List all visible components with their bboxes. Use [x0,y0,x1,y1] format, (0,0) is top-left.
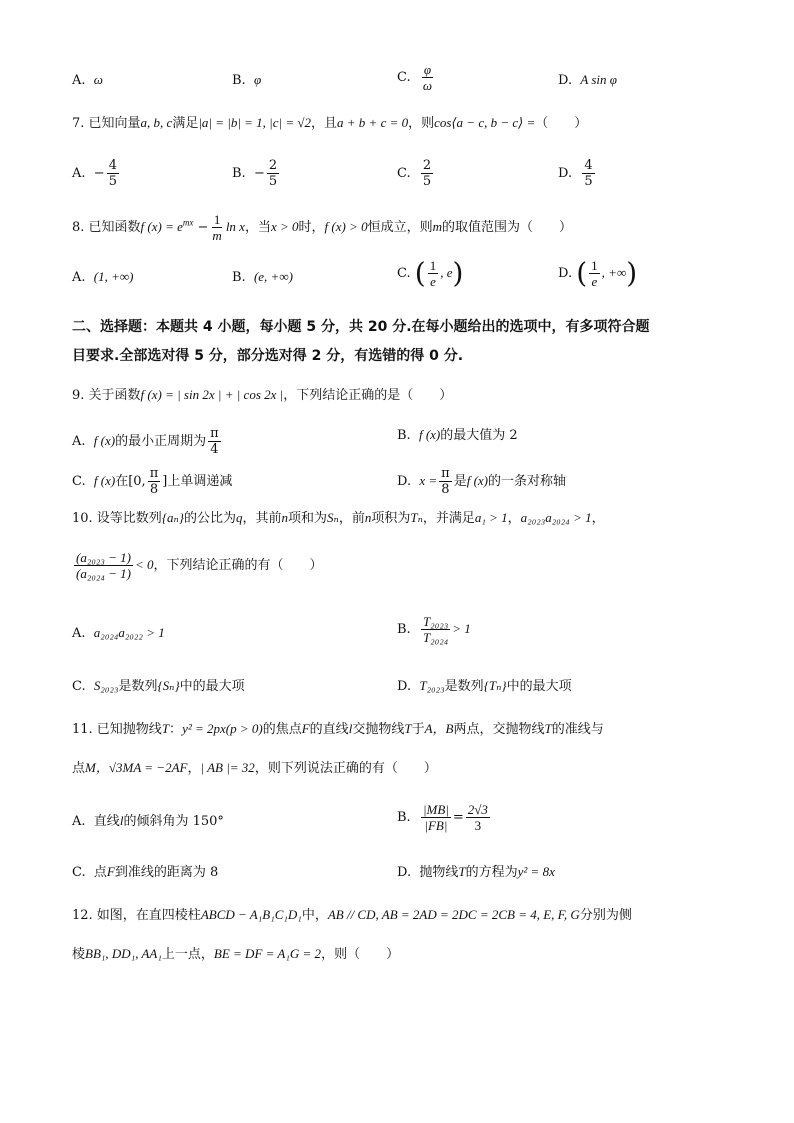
q11-stem: 11. 已知抛物线T：y² = 2px(p > 0)的焦点F的直线l交抛物线T于A，B两点，交抛物线T的准线与 [72,721,604,737]
q10-stem: 10. 设等比数列{aₙ}的公比为q，其前n项和为Sₙ，前n项积为Tₙ，并满足a₁ > 1，a₂₀₂₃a₂₀₂₄ > 1， [72,510,605,526]
q12-stem-line-2: 棱BB₁, DD₁, AA₁上一点，BE = DF = A₁G = 2，则（ ） [72,946,400,962]
q8-option-b: B. (e, +∞) [232,269,293,285]
q10-option-a: A. a₂₀₂₄a₂₀₂₂ > 1 [72,625,165,641]
q11-option-b: B. $\frac{|MB|}{|FB|}$ = $\frac{2√3}{3}$ [397,802,488,833]
q12-stem: 12. 如图，在直四棱柱ABCD − A₁B₁C₁D₁中，AB // CD, AB = 2AD = 2DC = 2CB = 4, E, F, G分别为侧 [72,907,632,923]
section-2-heading-line-2: 目要求.全部选对得 5 分，部分选对得 2 分，有选错的得 0 分. [72,348,464,364]
q6-option-a: A. ω [72,72,103,88]
q8-option-c: C. ( $\frac{1}{e}$ , e) [397,256,464,290]
q6-option-c: C. $\frac{\varphi}{\omega}$ [397,62,433,93]
q11-option-a: A. 直线l的倾斜角为 150° [72,813,224,829]
q8-stem: 8. 已知函数f $(x) = e^{mx}$ − $\frac{1}{m}$ ln x，当x > 0时，f (x) > 0恒成立，则m的取值范围为（ ） [72,212,573,243]
q8-option-a: A. (1, +∞) [72,269,134,285]
q9-option-c: C. f (x)在[0, $\frac{\pi}{8}$ ]上单调递减 [72,466,233,497]
q9-option-d: D. x = $\frac{\pi}{8}$ 是f (x)的一条对称轴 [397,466,567,497]
q11-option-d: D. 抛物线T的方程为y² = 8x [397,864,555,880]
q10-stem-line-2: $\frac{\text{(a₂₀₂₃ − 1)}}{\text{(a₂₀₂₄ − 1)}}$ < 0，下列结论正确的有（ ） [76,550,323,581]
q7-option-d: D. $\frac{4}{5}$ [558,158,593,189]
q9-option-b: B. f (x)的最大值为 2 [397,427,518,443]
q11-stem-line-2: 点M，√3MA = −2AF，| AB |= 32，则下列说法正确的有（ ） [72,760,437,776]
q7-option-b: B. − $\frac{2}{5}$ [232,158,278,189]
q6-option-b: B. φ [232,72,262,88]
q9-option-a: A. f (x)的最小正周期为 $\frac{\pi}{4}$ [72,426,219,457]
q10-option-d: D. T₂₀₂₃是数列{Tₙ}中的最大项 [397,678,572,694]
q7-option-c: C. $\frac{2}{5}$ [397,158,432,189]
q8-option-d: D. ( $\frac{1}{e}$ , +∞) [558,256,638,290]
q11-option-c: C. 点F到准线的距离为 8 [72,864,219,880]
q10-option-b: B. $\frac{\text{T₂₀₂₃}}{\text{T₂₀₂₄}}$ > 1 [397,614,471,645]
q10-option-c: C. S₂₀₂₃是数列{Sₙ}中的最大项 [72,678,245,694]
section-2-heading-line-1: 二、选择题：本题共 4 小题，每小题 5 分，共 20 分.在每小题给出的选项中，有多项符合题 [72,319,650,335]
q6-option-d: D. A sin φ [558,72,617,88]
q7-option-a: A. − $\frac{4}{5}$ [72,158,117,189]
q7-stem: 7. 已知向量a, b, c满足|a| = |b| = 1, |c| = √2，且a + b + c = 0，则cos⟨a − c, b − c⟩ =（ ） [72,115,588,131]
q9-stem: 9. 关于函数f (x) = | sin 2x | + | cos 2x |，下列结论正确的是（ ） [72,387,453,403]
